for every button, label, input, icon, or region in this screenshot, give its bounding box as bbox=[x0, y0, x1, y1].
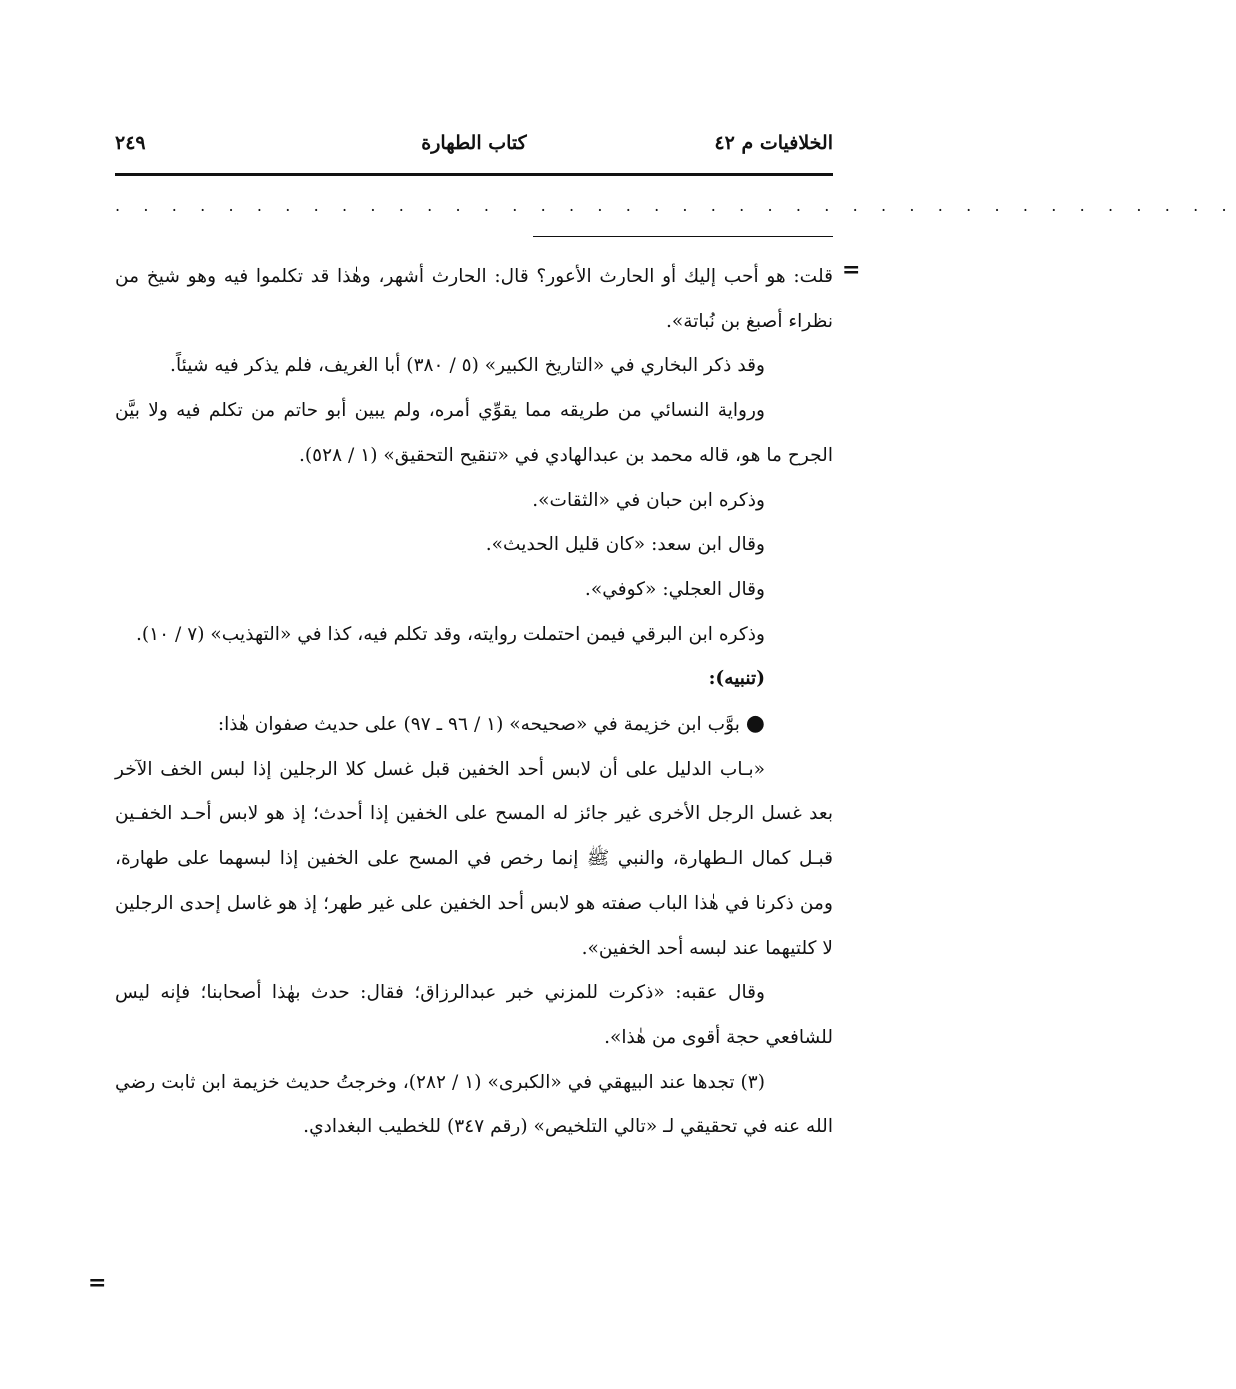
header-page-number: ٢٤٩ bbox=[115, 132, 146, 154]
paragraph: وقال عقبه: «ذكرت للمزني خبر عبدالرزاق؛ فقال: حدث بهٰذا أصحابنا؛ فإنه ليس للشافعي حجة أقوى من هٰذا». bbox=[115, 982, 833, 1048]
continuation-mark-start: = bbox=[842, 257, 861, 283]
paragraph: قلت: هو أحب إليك أو الحارث الأعور؟ قال: الحارث أشهر، وهٰذا قد تكلموا فيه وهو شيخ من نظراء أصبغ بن نُباتة». bbox=[115, 266, 833, 332]
footnote-rule bbox=[533, 236, 833, 237]
running-header bbox=[115, 128, 833, 168]
paragraph: وذكره ابن حبان في «الثقات». bbox=[532, 489, 765, 511]
header-chapter-title: كتاب الطهارة bbox=[421, 132, 527, 154]
header-book-label: الخلافيات م ٤٢ bbox=[714, 132, 833, 154]
header-rule bbox=[115, 173, 833, 176]
bullet-icon: ● bbox=[745, 711, 765, 737]
paragraph bbox=[115, 702, 833, 748]
paragraph-text: بوَّب ابن خزيمة في «صحيحه» (١ / ٩٦ ـ ٩٧) على حديث صفوان هٰذا: bbox=[217, 714, 740, 736]
paragraph: وقال ابن سعد: «كان قليل الحديث». bbox=[485, 534, 765, 556]
paragraph: «بـاب الدليل على أن لابس أحد الخفين قبل غسل كلا الرجلين إذا لبس الخف الآخر بعد غسل الرجل الأخرى غير جائز له المسح على الخفين إذا أحدث؛ إذ هو لابس أحـد الخفـين قبـل كمال الـطهارة، والنبي ﷺ إنما رخص في المسح على الخفين إذا لبسهما على طهارة، ومن ذكرنا في هٰذا الباب صفته هو لابس أحد الخفين على غير طهر؛ إذ هو غاسل إحدى الرجلين لا كلتيهما عند لبسه أحد الخفين». bbox=[115, 758, 834, 959]
continuation-mark-end: = bbox=[88, 1270, 107, 1296]
paragraph: وقال العجلي: «كوفي». bbox=[584, 578, 765, 600]
ellipsis-separator: . . . . . . . . . . . . . . . . . . . . . . . . . . . . . . . . . . . . . . . . bbox=[115, 196, 1236, 215]
section-heading: (تنبيه): bbox=[708, 668, 765, 690]
paragraph: ورواية النسائي من طريقه مما يقوِّي أمره، ولم يبين أبو حاتم من تكلم فيه ولا بيَّن الجرح ما هو، قاله محمد بن عبدالهادي في «تنقيح التحقيق» (١ / ٥٢٨). bbox=[115, 400, 833, 466]
paragraph: وذكره ابن البرقي فيمن احتملت روايته، وقد تكلم فيه، كذا في «التهذيب» (٧ / ١٠). bbox=[135, 623, 765, 645]
footnote-3: (٣) تجدها عند البيهقي في «الكبرى» (١ / ٢٨٢)، وخرجتُ حديث خزيمة ابن ثابت رضي الله عنه في تحقيقي لـ «تالي التلخيص» (رقم ٣٤٧) للخطيب البغدادي. bbox=[115, 1071, 833, 1138]
footnote-body bbox=[115, 255, 833, 1150]
paragraph: وقد ذكر البخاري في «التاريخ الكبير» (٥ / ٣٨٠) أبا الغريف، فلم يذكر فيه شيئاً. bbox=[170, 355, 765, 377]
